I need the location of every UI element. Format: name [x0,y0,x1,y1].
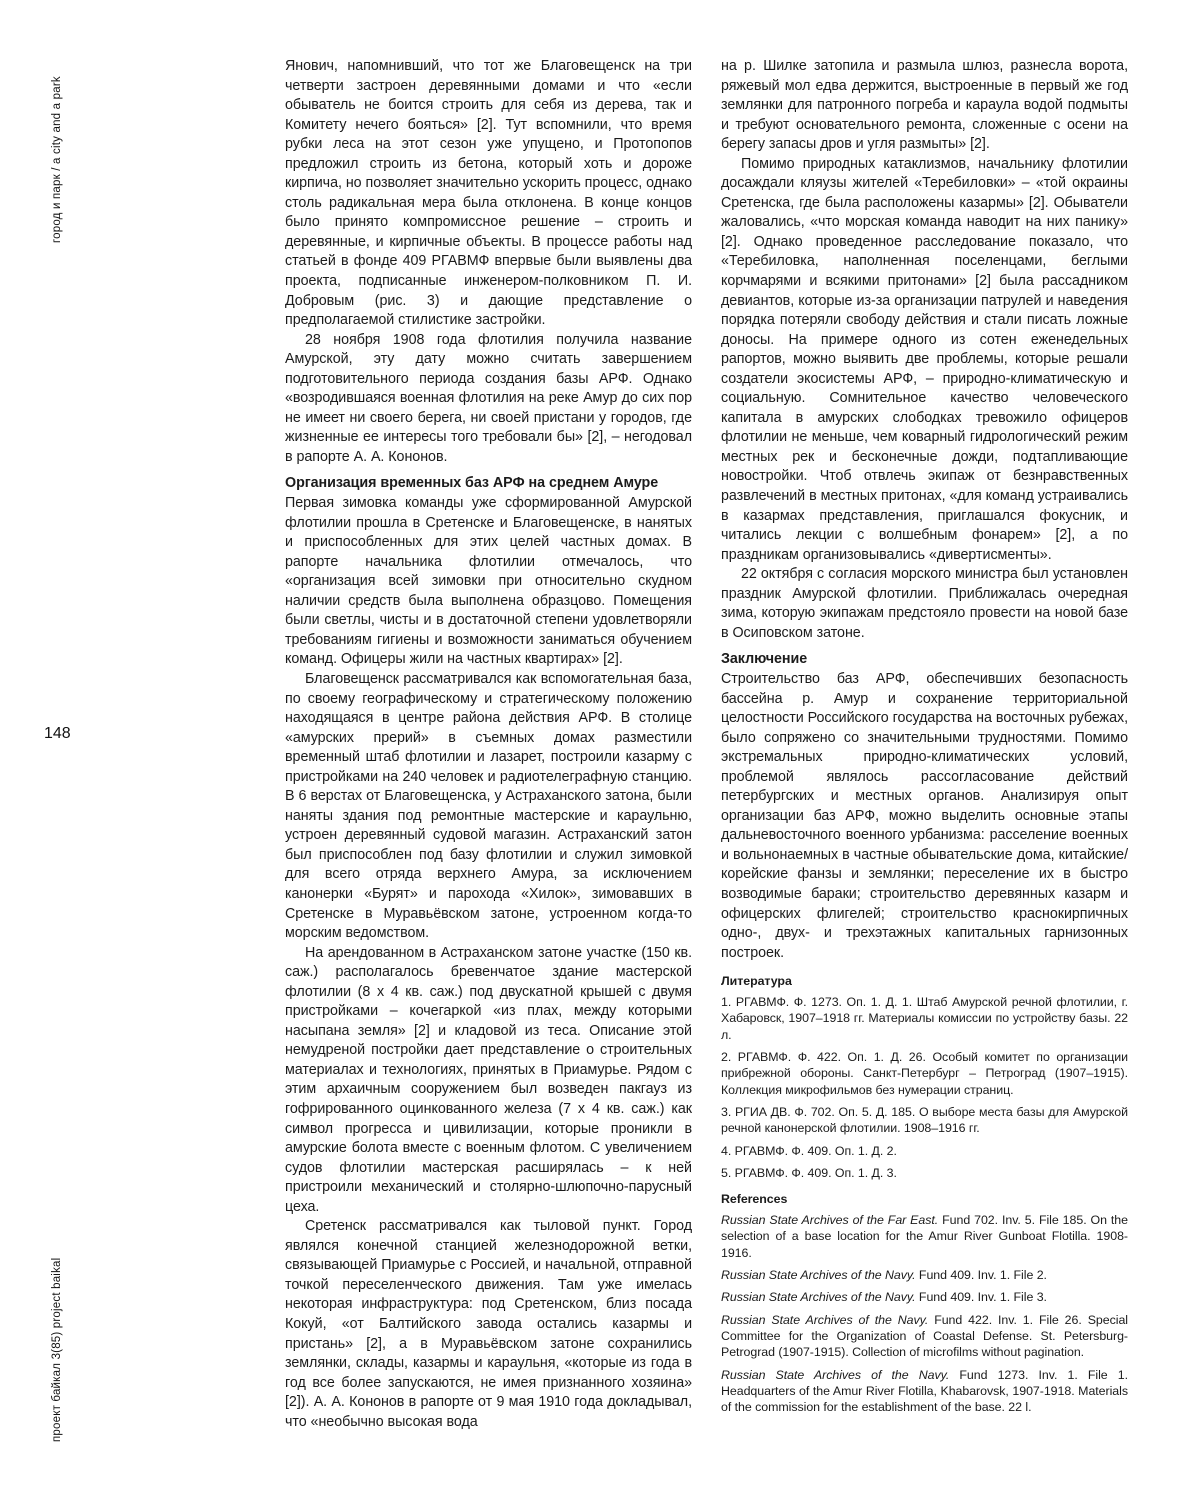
reference-item [721,1367,1128,1416]
text-column-right [721,57,1128,1421]
literature-heading: Литература [721,974,792,989]
reference-source: Russian State Archives of the Navy. [721,1290,916,1305]
reference-source: Russian State Archives of the Far East. [721,1213,939,1228]
reference-details: Fund 422. Inv. 1. File 26. Special Committee for the Organization of Coastal Defense. St. Petersburg-Petrograd (1907-1915). Collection of microfilms without pagination. [721,1312,1128,1360]
reference-details: Fund 1273. Inv. 1. File 1. Headquarters of the Amur River Flotilla, Khabarovsk, 1907-1918. Materials of the commission for the establishment of the base. 22 l. [721,1367,1128,1415]
section-heading-org-bases: Организация временных баз АРФ на среднем Амуре [285,475,659,492]
references-heading: References [721,1192,788,1207]
reference-item: 4. РГАВМФ. Ф. 409. Оп. 1. Д. 2. [721,1143,897,1158]
paragraph: Строительство баз АРФ, обеспечивших безопасность бассейна р. Амур и сохранение территориальной целостности Российского государства на восточных рубежах, было сопряжено со значительными трудностями. Помимо экстремальных природно-климатических условий, проблемой являлось рассогласование действий петербургских и местных органов. Анализируя опыт организации баз АРФ, можно выделить основные этапы дальневосточного военного урбанизма: расселение военных и вольнонаемных в частные обывательские дома, китайские/корейские фанзы и землянки; переселение их в быстро возводимые бараки; строительство деревянных казарм и офицерских флигелей; строительство краснокирпичных одно-, двух- и трехэтажных капитальных гарнизонных построек. [721,670,1128,961]
paragraph: На арендованном в Астраханском затоне участке (150 кв. саж.) располагалось бревенчатое здание мастерской флотилии (8 х 4 кв. саж.) под двускатной крышей с двумя пристройками – кочегаркой «из плах, между которыми насыпана земля» [2] и кладовой из теса. Описание этой немудреной постройки дает представление о строительных материалах и технологиях, принятых в Приамурье. Рядом с этим архаичным сооружением был возведен пакгауз из гофрированного оцинкованного железа (7 х 4 кв. саж.) как символ прогресса и цивилизации, которые проникли в амурские болота вместе с военным флотом. С увеличением судов флотилии мастерская расширялась – к ней пристроили механический и столярно-шлюпочно-парусный цеха. [285,944,692,1215]
paragraph: Благовещенск рассматривался как вспомогательная база, по своему географическому и стратегическому положению находящаяся в центре района действия АРФ. В столице «амурских прерий» в съемных домах разместили временный штаб флотилии и лазарет, построили казарму с пристройками на 240 человек и радиотелеграфную станцию. В 6 верстах от Благовещенска, у Астраханского затона, были наняты здания под ремонтные мастерские и караульню, устроен деревянный судовой магазин. Астраханский затон был приспособлен под базу флотилии и служил зимовкой для всего отряда верхнего Амура, за исключением канонерки «Бурят» и парохода «Хилок», зимовавших в Сретенске в Муравьёвском затоне, устроенном когда-то морским ведомством. [285,670,692,942]
paragraph: Помимо природных катаклизмов, начальнику флотилии досаждали кляузы жителей «Теребиловки» – «той окраины Сретенска, где была расположены казармы» [2]. Обыватели жаловались, «что морская команда наводит на них панику» [2]. Однако проведенное расследование показало, что «Теребиловка, наполненная поселенцами, беглыми корчмарями и всякими притонами» [2] была рассадником девиантов, которые из-за организации патрулей и наведения порядка потеряли свободу действия и стали писать ложные доносы. На примере одного из сотен еженедельных рапортов, можно выявить две проблемы, которые решали создатели экосистемы АРФ, – природно-климатическую и социальную. Сомнительное качество человеческого капитала в амурских слободках тревожило офицеров флотилии не меньше, чем коварный гидрологический режим местных рек и бесконечные дожди, подтапливающие новостройки. Чтоб отвлечь экипаж от безнравственных развлечений в местных притонах, «для команд устраивались в казармах представления, приглашался фокусник, и читались лекции с волшебным фонарем» [2], а по праздникам организовывались «дивертисменты». [721,155,1128,563]
reference-item: 2. РГАВМФ. Ф. 422. Оп. 1. Д. 26. Особый комитет по организации прибрежной обороны. Санкт-Петербург – Петроград (1907–1915). Коллекция микрофильмов без нумерации страниц. [721,1050,1128,1097]
paragraph: 28 ноября 1908 года флотилия получила название Амурской, эту дату можно считать завершением подготовительного периода создания базы АРФ. Однако «возродившаяся военная флотилия на реке Амур до сих пор не имеет ни своего берега, ни своей пристани у городов, где жизненные ее интересы того требовали бы» [2], – негодовал в рапорте А. А. Кононов. [285,331,692,465]
reference-item: 5. РГАВМФ. Ф. 409. Оп. 1. Д. 3. [721,1165,897,1180]
reference-details: Fund 409. Inv. 1. File 3. [915,1290,1047,1305]
reference-source: Russian State Archives of the Navy. [721,1367,950,1382]
reference-details: Fund 702. Inv. 5. File 185. On the selection of a base location for the Amur River Gunboat Flotilla. 1908-1916. [721,1213,1128,1260]
paragraph: 22 октября с согласия морского министра был установлен праздник Амурской флотилии. Приближалась очередная зима, которую экипажам предстояло провести на новой базе в Осиповском затоне. [721,566,1128,641]
paragraph: Сретенск рассматривался как тыловой пункт. Город являлся конечной станцией железнодорожной ветки, связывающей Приамурье с Россией, и начальной, отправной точкой переселенческого движения. Там уже имелась некоторая инфраструктура: под Сретенском, близ посада Кокуй, «от Балтийского завода остались казармы и пристань» [2], а в Муравьёвском затоне сохранились землянки, склады, казармы и караульня, «которые из года в год все более запускаются, не имея признанного хозяина» [2]). А. А. Кононов в рапорте от 9 мая 1910 года докладывал, что «необычно высокая вода [285,1218,692,1430]
reference-item [721,1312,1128,1361]
reference-item [721,1212,1128,1261]
paragraph: на р. Шилке затопила и размыла шлюз, разнесла ворота, ряжевый мол едва держится, выстроенные в первый же год землянки для патронного погреба и караула водой подмыты и требуют основательного ремонта, сложенные с осени на берегу запасы дров и угля размыты» [2]. [721,58,1128,153]
section-label-vertical: город и парк / a city and a park [51,76,63,243]
reference-item: 1. РГАВМФ. Ф. 1273. Оп. 1. Д. 1. Штаб Амурской речной флотилии, г. Хабаровск, 1907–1918 гг. Материалы комиссии по устройству базы. 22 л. [721,995,1128,1042]
reference-source: Russian State Archives of the Navy. [721,1268,916,1283]
reference-item [721,1289,1128,1305]
reference-item: 3. РГИА ДВ. Ф. 702. Оп. 5. Д. 185. О выборе места базы для Амурской речной канонерской флотилии. 1908–1916 гг. [721,1104,1128,1136]
section-heading-conclusion: Заключение [721,651,808,668]
paragraph: Первая зимовка команды уже сформированной Амурской флотилии прошла в Сретенске и Благовещенске, в нанятых и приспособленных для этих целей частных домах. В рапорте начальника флотилии отмечалось, что «организация всей зимовки при относительно скудном наличии средств была выполнена образцово. Помещения были светлы, чисты и в достаточной степени удовлетворяли требованиям гигиены и возможности заниматься обучением команд. Офицеры жили на частных квартирах» [2]. [285,495,692,668]
journal-label-vertical: проект байкал 3(85) project baikal [51,1257,63,1442]
page-number: 148 [44,725,71,742]
paragraph: Янович, напомнивший, что тот же Благовещенск на три четверти застроен деревянными домами и что «если обыватель не боится строить для себя из дерева, так и Комитету нечего бояться» [2]. Тут вспомнили, что время рубки леса на этот сезон уже упущено, и Протопопов предложил строить из бетона, который хоть и дороже кирпича, но позволяет значительно ускорить процесс, однако столь радикальная мера была отклонена. В конце концов было принято компромиссное решение – строить и деревянные, и кирпичные объекты. В процессе работы над статьей в фонде 409 РГАВМФ впервые были выявлены два проекта, подписанные инженером-полковником П. И. Добровым (рис. 3) и дающие представление о предполагаемой стилистике застройки. [285,58,692,329]
text-column-left [285,57,692,1432]
reference-details: Fund 409. Inv. 1. File 2. [915,1268,1047,1283]
reference-source: Russian State Archives of the Navy. [721,1312,929,1327]
reference-item [721,1267,1128,1283]
